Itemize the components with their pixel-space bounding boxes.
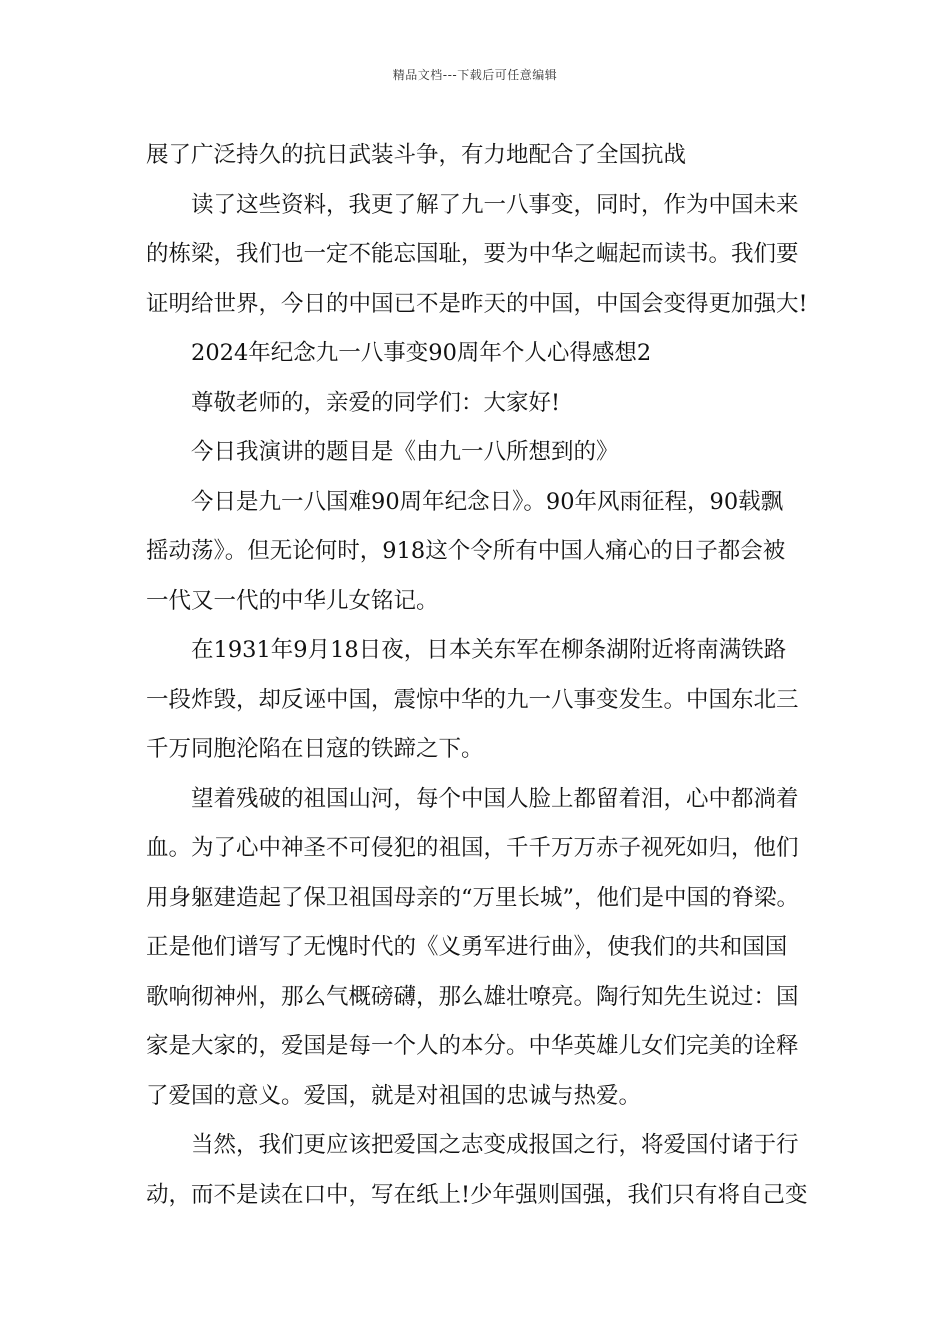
- text-line: 尊敬老师的，亲爱的同学们：大家好!: [191, 389, 561, 416]
- text-line: 家是大家的，爱国是每一个人的本分。中华英雄儿女们完美的诠释: [146, 1033, 799, 1059]
- text-line: 摇动荡》。但无论何时，918这个令所有中国人痛心的日子都会被: [146, 538, 786, 564]
- text-line: 了爱国的意义。爱国，就是对祖国的忠诚与热爱。: [146, 1082, 642, 1109]
- text-line: 今日我演讲的题目是《由九一八所想到的》: [191, 439, 619, 465]
- text-line: 当然，我们更应该把爱国之志变成报国之行，将爱国付诸于行: [191, 1132, 799, 1158]
- text-line: 一代又一代的中华儿女铭记。: [146, 587, 439, 614]
- text-line: 血。为了心中神圣不可侵犯的祖国，千千万万赤子视死如归，他们: [146, 835, 799, 861]
- text-line: 用身躯建造起了保卫祖国母亲的“万里长城”，他们是中国的脊梁。: [146, 884, 800, 911]
- text-line: 千万同胞沦陷在日寇的铁蹄之下。: [146, 736, 484, 762]
- document-body: [146, 131, 826, 1220]
- text-line: 今日是九一八国难90周年纪念日》。90年风雨征程，90载飘: [191, 488, 784, 515]
- text-line: 证明给世界，今日的中国已不是昨天的中国，中国会变得更加强大!: [146, 290, 808, 317]
- text-line: 歌响彻神州，那么气概磅礴，那么雄壮嘹亮。陶行知先生说过：国: [146, 983, 799, 1010]
- text-line: 读了这些资料，我更了解了九一八事变，同时，作为中国未来: [191, 191, 799, 218]
- text-line: 展了广泛持久的抗日武装斗争，有力地配合了全国抗战: [146, 142, 687, 168]
- section-heading: 2024年纪念九一八事变90周年个人心得感想2: [191, 340, 652, 366]
- text-line: 在1931年9月18日夜，日本关东军在柳条湖附近将南满铁路: [191, 637, 787, 663]
- text-line: 的栋梁，我们也一定不能忘国耻，要为中华之崛起而读书。我们要: [146, 241, 799, 267]
- text-line: 一段炸毁，却反诬中国，震惊中华的九一八事变发生。中国东北三: [146, 686, 799, 713]
- page-header: 精品文档---下载后可任意编辑: [392, 68, 558, 82]
- text-line: 动，而不是读在口中，写在纸上!少年强则国强，我们只有将自己变: [146, 1181, 808, 1208]
- text-line: 正是他们谱写了无愧时代的《义勇军进行曲》，使我们的共和国国: [146, 934, 788, 960]
- text-line: 望着残破的祖国山河，每个中国人脸上都留着泪，心中都淌着: [191, 785, 799, 812]
